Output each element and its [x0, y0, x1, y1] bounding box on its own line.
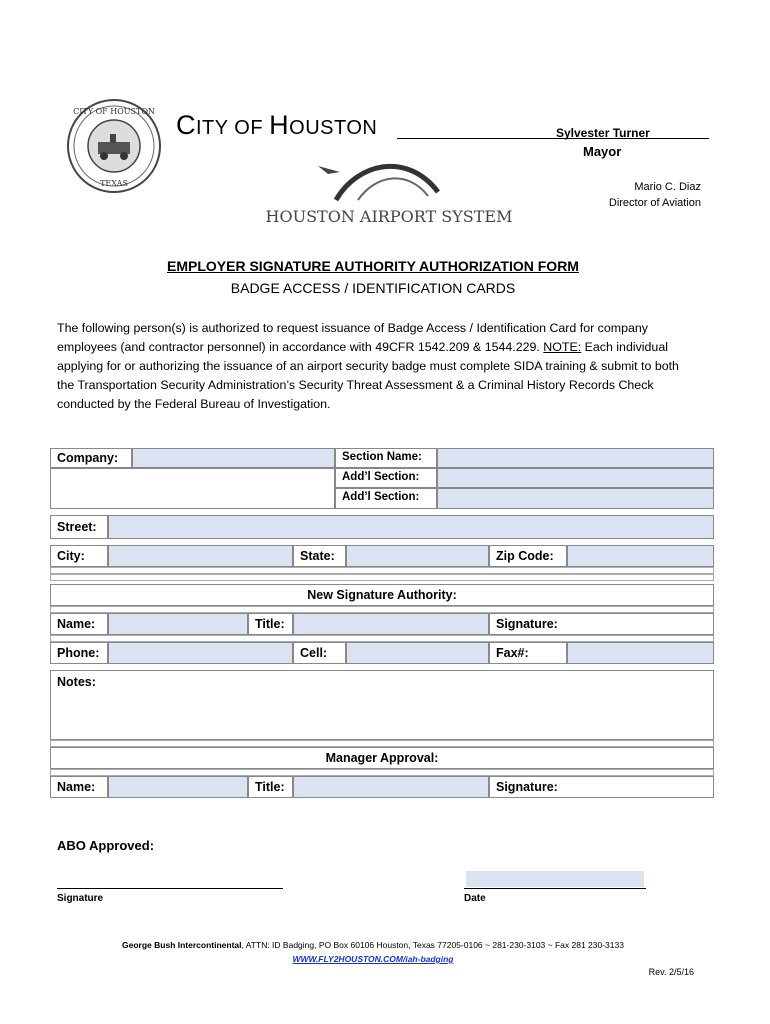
signature-caption: Signature — [57, 893, 104, 904]
manager-signature-label: Signature: — [489, 776, 714, 798]
city-field[interactable] — [108, 545, 293, 567]
revision-date: Rev. 2/5/16 — [648, 967, 694, 977]
title-field[interactable] — [293, 613, 489, 635]
addl-section-2-label: Add’l Section: — [335, 488, 437, 509]
name-field[interactable] — [108, 613, 248, 635]
spacer-row — [50, 635, 714, 642]
city-of-houston-title: CITY OF HOUSTON — [176, 110, 378, 140]
footer-address: George Bush Intercontinental, ATTN: ID Badging, PO Box 60106 Houston, Texas 77205-0106 ~ 281-230-3103 ~ Fax 281 230-3133 — [122, 940, 624, 950]
addl-section-2-field[interactable] — [437, 488, 714, 509]
mayor-title: Mayor — [583, 144, 622, 159]
spacer-row — [50, 606, 714, 613]
form-subtitle: BADGE ACCESS / IDENTIFICATION CARDS — [230, 280, 516, 296]
manager-name-field[interactable] — [108, 776, 248, 798]
manager-title-label: Title: — [248, 776, 293, 798]
manager-approval-heading: Manager Approval: — [50, 747, 714, 769]
section-name-field[interactable] — [437, 448, 714, 468]
note-label: NOTE: — [543, 340, 582, 354]
zip-label: Zip Code: — [489, 545, 567, 567]
footer-website-link[interactable]: WWW.FLY2HOUSTON.COM/iah-badging — [292, 954, 454, 964]
phone-field[interactable] — [108, 642, 293, 664]
phone-label: Phone: — [50, 642, 108, 664]
state-field[interactable] — [346, 545, 489, 567]
fax-label: Fax#: — [489, 642, 567, 664]
company-field[interactable] — [132, 448, 335, 468]
addl-section-1-field[interactable] — [437, 468, 714, 488]
street-label: Street: — [50, 515, 108, 539]
notes-box[interactable]: Notes: — [50, 670, 714, 740]
new-signature-heading: New Signature Authority: — [50, 584, 714, 606]
date-field[interactable] — [466, 871, 644, 887]
note-text: Each individual applying for or authorizing the issuance of an airport security badge must complete SIDA training & submit to both the Transportation Security Administration’s Security Threat Assessment & a Criminal History Records Check conducted by the Federal Bureau of Investigation. — [57, 340, 679, 411]
abo-approved-label: ABO Approved: — [57, 838, 155, 853]
manager-title-field[interactable] — [293, 776, 489, 798]
intro-text: The following person(s) is authorized to request issuance of Badge Access / Identification Card for company employees (and contractor personnel) in accordance with 49CFR 1542.209 & 1544.229. — [57, 321, 648, 354]
company-blank — [50, 468, 335, 509]
cell-label: Cell: — [293, 642, 346, 664]
addl-section-1-label: Add’l Section: — [335, 468, 437, 488]
title-label: Title: — [248, 613, 293, 635]
fax-field[interactable] — [567, 642, 714, 664]
seal-text-bottom: TEXAS — [100, 179, 128, 188]
spacer-row — [50, 769, 714, 776]
company-label: Company: — [50, 448, 132, 468]
houston-airport-system-logo — [265, 152, 513, 230]
form-title: EMPLOYER SIGNATURE AUTHORITY AUTHORIZATION FORM — [167, 258, 579, 274]
signature-label: Signature: — [489, 613, 714, 635]
city-seal-logo — [66, 98, 162, 194]
date-line — [464, 888, 646, 889]
cell-field[interactable] — [346, 642, 489, 664]
director-name: Mario C. Diaz — [634, 181, 701, 193]
spacer-row — [50, 567, 714, 574]
director-title: Director of Aviation — [608, 197, 701, 209]
signature-line[interactable] — [57, 888, 283, 889]
street-field[interactable] — [108, 515, 714, 539]
name-label: Name: — [50, 613, 108, 635]
date-caption: Date — [464, 893, 486, 904]
logo-text: HOUSTON AIRPORT SYSTEM — [265, 207, 513, 226]
mayor-line — [397, 138, 709, 139]
manager-name-label: Name: — [50, 776, 108, 798]
spacer-row — [50, 574, 714, 581]
intro-paragraph — [57, 319, 697, 414]
zip-field[interactable] — [567, 545, 714, 567]
section-name-label: Section Name: — [335, 448, 437, 468]
state-label: State: — [293, 545, 346, 567]
mayor-name: Sylvester Turner — [556, 126, 650, 140]
spacer-row — [50, 740, 714, 747]
seal-text-top: CITY OF HOUSTON — [73, 107, 155, 116]
city-label: City: — [50, 545, 108, 567]
